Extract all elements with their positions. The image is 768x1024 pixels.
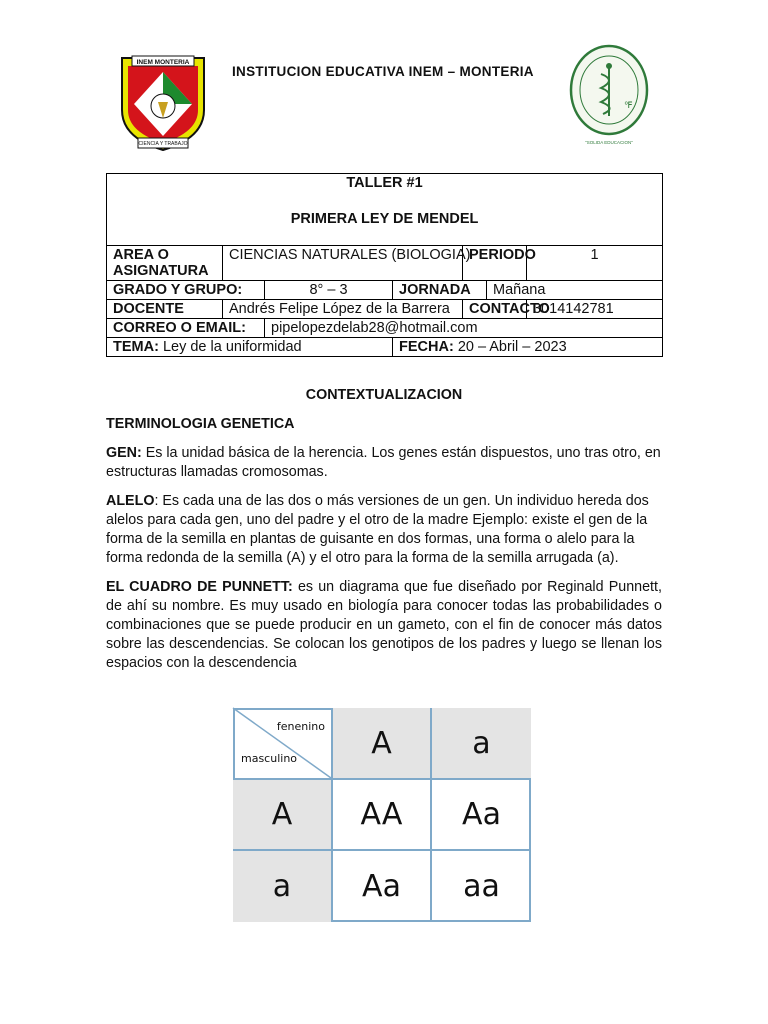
offspring-cell: Aa: [432, 780, 531, 851]
body-text: [106, 386, 662, 683]
contacto-label: CONTACTO: [463, 300, 527, 319]
offspring-cell: aa: [463, 869, 500, 904]
male-allele: A: [233, 780, 333, 851]
alelo-paragraph: [106, 492, 662, 568]
docente-row: [107, 300, 663, 319]
fecha-value: 20 – Abril – 2023: [457, 339, 567, 355]
svg-text:CIENCIA Y TRABAJO: CIENCIA Y TRABAJO: [138, 141, 188, 147]
offspring-cell: AA: [333, 780, 432, 851]
gen-term: GEN:: [106, 445, 142, 461]
female-header: fenenino: [276, 720, 325, 733]
offspring-cell: Aa: [333, 851, 432, 922]
alelo-term: ALELO: [106, 493, 155, 509]
female-allele: A: [333, 708, 432, 780]
gen-paragraph: [106, 444, 662, 482]
gen-text: Es la unidad básica de la herencia. Los genes están dispuestos, uno tras otro, en estructuras llamadas cromosomas.: [106, 445, 661, 480]
tema-row: [107, 338, 663, 357]
school-title: INSTITUCION EDUCATIVA INEM – MONTERIA: [232, 64, 534, 79]
tema-cell: [107, 338, 393, 357]
correo-label: CORREO O EMAIL:: [107, 319, 265, 338]
title-row: [107, 174, 663, 246]
svg-text:℉: ℉: [624, 100, 633, 110]
area-value: CIENCIAS NATURALES (BIOLOGIA): [223, 246, 463, 281]
alelo-text: : Es cada una de las dos o más versiones de un gen. Un individuo hereda dos alelos para cada gen, uno del padre y el otro de la madre Ejemplo: existe el gen de la forma de la semilla en plantas de guisante en dos formas, una forma o alelo para la forma redonda de la semilla (A) y el otro para la forma de la semilla arrugada (a).: [106, 493, 649, 566]
fecha-cell: [393, 338, 663, 357]
punnett-corner: [233, 708, 333, 780]
svg-text:"SOLIDA EDUCACION": "SOLIDA EDUCACION": [585, 140, 633, 145]
fecha-label: FECHA:: [399, 339, 454, 355]
punnett-paragraph: [106, 578, 662, 673]
docente-value: Andrés Felipe López de la Barrera: [223, 300, 463, 319]
punnett-term: EL CUADRO DE PUNNETT:: [106, 579, 293, 595]
periodo-value: 1: [527, 246, 663, 281]
tema-value: Ley de la uniformidad: [162, 339, 302, 355]
tema-label: TEMA:: [113, 339, 159, 355]
area-label: AREA O ASIGNATURA: [107, 246, 223, 281]
docente-label: DOCENTE: [107, 300, 223, 319]
jornada-value: Mañana: [487, 281, 663, 300]
school-logo: [118, 52, 208, 152]
correo-value: pipelopezdelab28@hotmail.com: [265, 319, 663, 338]
title-cell: [107, 174, 663, 246]
grado-label: GRADO Y GRUPO:: [107, 281, 265, 300]
jornada-label: JORNADA: [393, 281, 487, 300]
punnett-text: es un diagrama que fue diseñado por Reginald Punnett, de ahí su nombre. Es muy usado en biología para conocer todas las probabilidades o combinaciones que se puede producir en un gameto, con el fin de conocer más datos sobre las descendencias. Se colocan los genotipos de los padres y luego se llenan los espacios con la descendencia: [106, 579, 662, 671]
area-row: [107, 246, 663, 281]
contacto-value: 3014142781: [527, 300, 663, 319]
university-seal: [568, 44, 650, 148]
female-allele: a: [432, 708, 531, 780]
corner-diagonal: [233, 708, 331, 778]
info-table: [106, 173, 663, 357]
contextualizacion-heading: CONTEXTUALIZACION: [305, 387, 463, 403]
punnett-square: [233, 708, 531, 922]
correo-row: [107, 319, 663, 338]
svg-text:INEM MONTERIA: INEM MONTERIA: [136, 59, 190, 66]
terminologia-heading: TERMINOLOGIA GENETICA: [106, 416, 295, 432]
male-header: masculino: [241, 752, 298, 765]
periodo-label: PERIODO: [463, 246, 527, 281]
grado-value: 8° – 3: [265, 281, 393, 300]
grado-row: [107, 281, 663, 300]
topic-title: PRIMERA LEY DE MENDEL: [290, 211, 479, 227]
taller-title: TALLER #1: [346, 175, 423, 191]
male-allele: a: [233, 851, 333, 922]
